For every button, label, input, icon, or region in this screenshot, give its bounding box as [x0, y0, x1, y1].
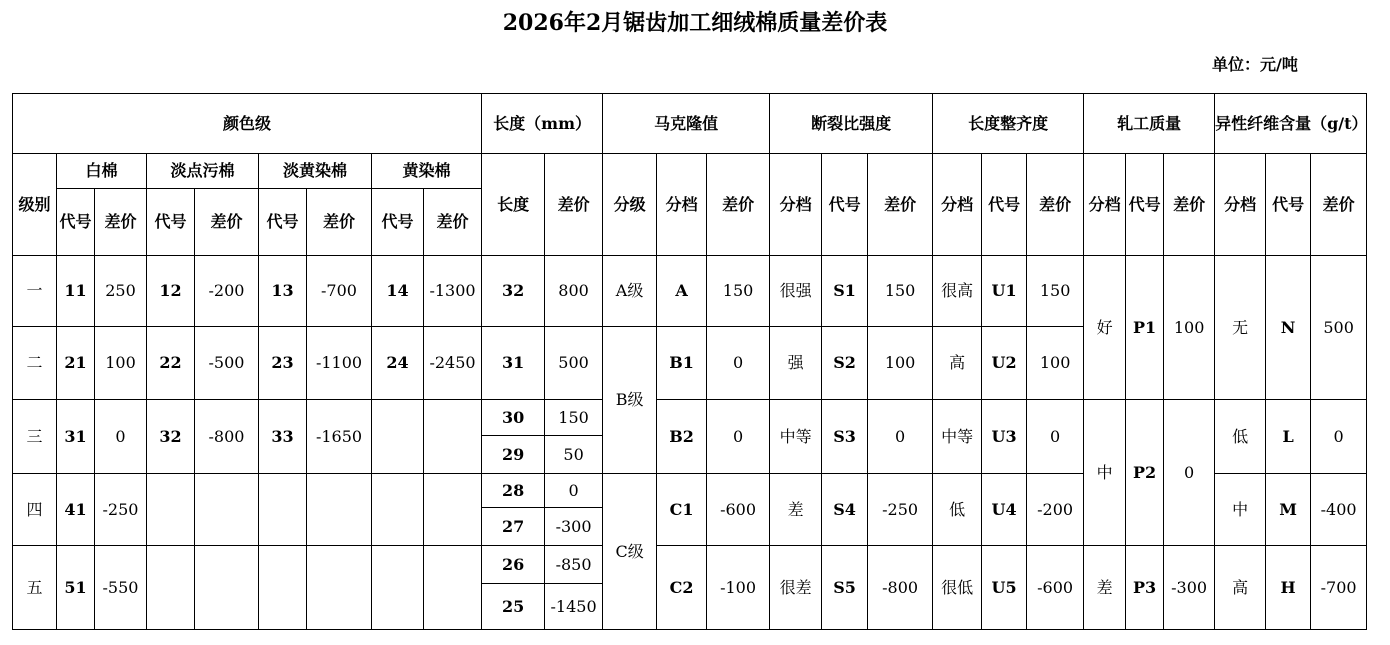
header-length: 长度（mm）: [482, 94, 603, 154]
white-code: 31: [57, 400, 95, 474]
white-code: 51: [57, 546, 95, 630]
length-diff: 50: [545, 436, 603, 474]
mic-class: B级: [603, 327, 657, 474]
spotted-diff: -200: [195, 256, 259, 327]
lyellow-code: 23: [259, 327, 307, 400]
price-difference-table: [12, 93, 1367, 630]
header-row-sub: [13, 154, 1367, 189]
yellow-code: [372, 474, 424, 546]
mic-diff: 0: [707, 400, 770, 474]
mic-diff: -600: [707, 474, 770, 546]
header-uniformity: 长度整齐度: [933, 94, 1084, 154]
uni-gear: 高: [933, 327, 982, 400]
white-diff: 0: [95, 400, 147, 474]
yellow-diff: -2450: [424, 327, 482, 400]
yellow-code: [372, 400, 424, 474]
length-diff: 150: [545, 400, 603, 436]
header-gin-code: 代号: [1126, 154, 1164, 256]
header-white-diff: 差价: [95, 189, 147, 256]
header-mic-gear: 分档: [657, 154, 707, 256]
spotted-code: 32: [147, 400, 195, 474]
str-code: S2: [822, 327, 868, 400]
yellow-diff: [424, 546, 482, 630]
ff-gear: 中: [1215, 474, 1266, 546]
header-row-main: [13, 94, 1367, 154]
length-diff: -300: [545, 508, 603, 546]
header-yellow-diff: 差价: [424, 189, 482, 256]
header-ginning: 轧工质量: [1084, 94, 1215, 154]
gin-code: P2: [1126, 400, 1164, 546]
yellow-diff: [424, 400, 482, 474]
header-white-code: 代号: [57, 189, 95, 256]
header-ff-diff: 差价: [1311, 154, 1367, 256]
lyellow-diff: [307, 474, 372, 546]
header-mic-diff: 差价: [707, 154, 770, 256]
yellow-diff: [424, 474, 482, 546]
gin-gear: 中: [1084, 400, 1126, 546]
grade-cell: 五: [13, 546, 57, 630]
white-diff: -250: [95, 474, 147, 546]
uni-code: U2: [982, 327, 1027, 400]
length-diff: -850: [545, 546, 603, 584]
gin-diff: -300: [1164, 546, 1215, 630]
str-gear: 强: [770, 327, 822, 400]
length-diff: 0: [545, 474, 603, 508]
str-diff: 0: [868, 400, 933, 474]
header-str-diff: 差价: [868, 154, 933, 256]
ff-diff: 500: [1311, 256, 1367, 400]
length-value: 26: [482, 546, 545, 584]
length-diff: 500: [545, 327, 603, 400]
uni-code: U4: [982, 474, 1027, 546]
header-light-yellow: 淡黄染棉: [259, 154, 372, 189]
lyellow-diff: -1100: [307, 327, 372, 400]
spotted-code: [147, 474, 195, 546]
header-white: 白棉: [57, 154, 147, 189]
unit-label: 单位：元/吨: [1212, 55, 1298, 74]
ff-code: L: [1266, 400, 1311, 474]
str-diff: -250: [868, 474, 933, 546]
gin-diff: 100: [1164, 256, 1215, 400]
uni-code: U3: [982, 400, 1027, 474]
header-yellow: 黄染棉: [372, 154, 482, 189]
white-diff: 250: [95, 256, 147, 327]
str-gear: 很强: [770, 256, 822, 327]
length-diff: -1450: [545, 584, 603, 630]
lyellow-diff: [307, 546, 372, 630]
header-gin-gear: 分档: [1084, 154, 1126, 256]
header-ff-gear: 分档: [1215, 154, 1266, 256]
spotted-code: 12: [147, 256, 195, 327]
table-row: [13, 400, 1367, 436]
length-value: 28: [482, 474, 545, 508]
ff-diff: -700: [1311, 546, 1367, 630]
length-value: 29: [482, 436, 545, 474]
gin-gear: 差: [1084, 546, 1126, 630]
ff-code: N: [1266, 256, 1311, 400]
header-ff-code: 代号: [1266, 154, 1311, 256]
lyellow-code: 33: [259, 400, 307, 474]
header-light-spotted: 淡点污棉: [147, 154, 259, 189]
uni-gear: 低: [933, 474, 982, 546]
mic-gear: A: [657, 256, 707, 327]
spotted-diff: [195, 474, 259, 546]
header-lyellow-diff: 差价: [307, 189, 372, 256]
page-title: 2026年2月锯齿加工细绒棉质量差价表: [502, 10, 888, 36]
uni-diff: 150: [1027, 256, 1084, 327]
header-strength: 断裂比强度: [770, 94, 933, 154]
header-gin-diff: 差价: [1164, 154, 1215, 256]
lyellow-code: [259, 474, 307, 546]
uni-diff: -600: [1027, 546, 1084, 630]
str-diff: 150: [868, 256, 933, 327]
header-micronaire: 马克隆值: [603, 94, 770, 154]
header-spotted-code: 代号: [147, 189, 195, 256]
grade-cell: 三: [13, 400, 57, 474]
length-diff: 800: [545, 256, 603, 327]
uni-gear: 很低: [933, 546, 982, 630]
header-lyellow-code: 代号: [259, 189, 307, 256]
str-gear: 很差: [770, 546, 822, 630]
mic-gear: C2: [657, 546, 707, 630]
lyellow-code: [259, 546, 307, 630]
white-code: 41: [57, 474, 95, 546]
white-code: 11: [57, 256, 95, 327]
mic-class: A级: [603, 256, 657, 327]
uni-gear: 中等: [933, 400, 982, 474]
header-str-gear: 分档: [770, 154, 822, 256]
ff-code: H: [1266, 546, 1311, 630]
gin-code: P1: [1126, 256, 1164, 400]
spotted-code: [147, 546, 195, 630]
gin-code: P3: [1126, 546, 1164, 630]
mic-gear: B2: [657, 400, 707, 474]
uni-code: U1: [982, 256, 1027, 327]
header-yellow-code: 代号: [372, 189, 424, 256]
ff-code: M: [1266, 474, 1311, 546]
mic-gear: C1: [657, 474, 707, 546]
mic-class: C级: [603, 474, 657, 630]
str-code: S4: [822, 474, 868, 546]
str-gear: 中等: [770, 400, 822, 474]
header-uni-gear: 分档: [933, 154, 982, 256]
str-code: S5: [822, 546, 868, 630]
str-diff: 100: [868, 327, 933, 400]
mic-diff: -100: [707, 546, 770, 630]
header-uni-diff: 差价: [1027, 154, 1084, 256]
uni-diff: -200: [1027, 474, 1084, 546]
white-code: 21: [57, 327, 95, 400]
spotted-code: 22: [147, 327, 195, 400]
length-value: 30: [482, 400, 545, 436]
ff-gear: 无: [1215, 256, 1266, 400]
grade-cell: 二: [13, 327, 57, 400]
length-value: 27: [482, 508, 545, 546]
lyellow-diff: -1650: [307, 400, 372, 474]
length-value: 31: [482, 327, 545, 400]
header-str-code: 代号: [822, 154, 868, 256]
yellow-code: [372, 546, 424, 630]
white-diff: 100: [95, 327, 147, 400]
header-foreign-fiber: 异性纤维含量（g/t）: [1215, 94, 1367, 154]
header-grade: 级别: [13, 154, 57, 256]
ff-diff: -400: [1311, 474, 1367, 546]
grade-cell: 四: [13, 474, 57, 546]
uni-diff: 0: [1027, 400, 1084, 474]
yellow-code: 14: [372, 256, 424, 327]
header-spotted-diff: 差价: [195, 189, 259, 256]
str-code: S3: [822, 400, 868, 474]
str-code: S1: [822, 256, 868, 327]
mic-gear: B1: [657, 327, 707, 400]
gin-diff: 0: [1164, 400, 1215, 546]
length-value: 25: [482, 584, 545, 630]
uni-code: U5: [982, 546, 1027, 630]
yellow-code: 24: [372, 327, 424, 400]
str-gear: 差: [770, 474, 822, 546]
ff-gear: 高: [1215, 546, 1266, 630]
str-diff: -800: [868, 546, 933, 630]
header-length-diff: 差价: [545, 154, 603, 256]
lyellow-code: 13: [259, 256, 307, 327]
gin-gear: 好: [1084, 256, 1126, 400]
header-length-col: 长度: [482, 154, 545, 256]
header-color: 颜色级: [13, 94, 482, 154]
header-uni-code: 代号: [982, 154, 1027, 256]
mic-diff: 0: [707, 327, 770, 400]
length-value: 32: [482, 256, 545, 327]
grade-cell: 一: [13, 256, 57, 327]
table-row: [13, 546, 1367, 584]
lyellow-diff: -700: [307, 256, 372, 327]
spotted-diff: [195, 546, 259, 630]
header-mic-class: 分级: [603, 154, 657, 256]
ff-gear: 低: [1215, 400, 1266, 474]
spotted-diff: -500: [195, 327, 259, 400]
mic-diff: 150: [707, 256, 770, 327]
white-diff: -550: [95, 546, 147, 630]
ff-diff: 0: [1311, 400, 1367, 474]
uni-gear: 很高: [933, 256, 982, 327]
table-row: [13, 256, 1367, 327]
spotted-diff: -800: [195, 400, 259, 474]
yellow-diff: -1300: [424, 256, 482, 327]
uni-diff: 100: [1027, 327, 1084, 400]
